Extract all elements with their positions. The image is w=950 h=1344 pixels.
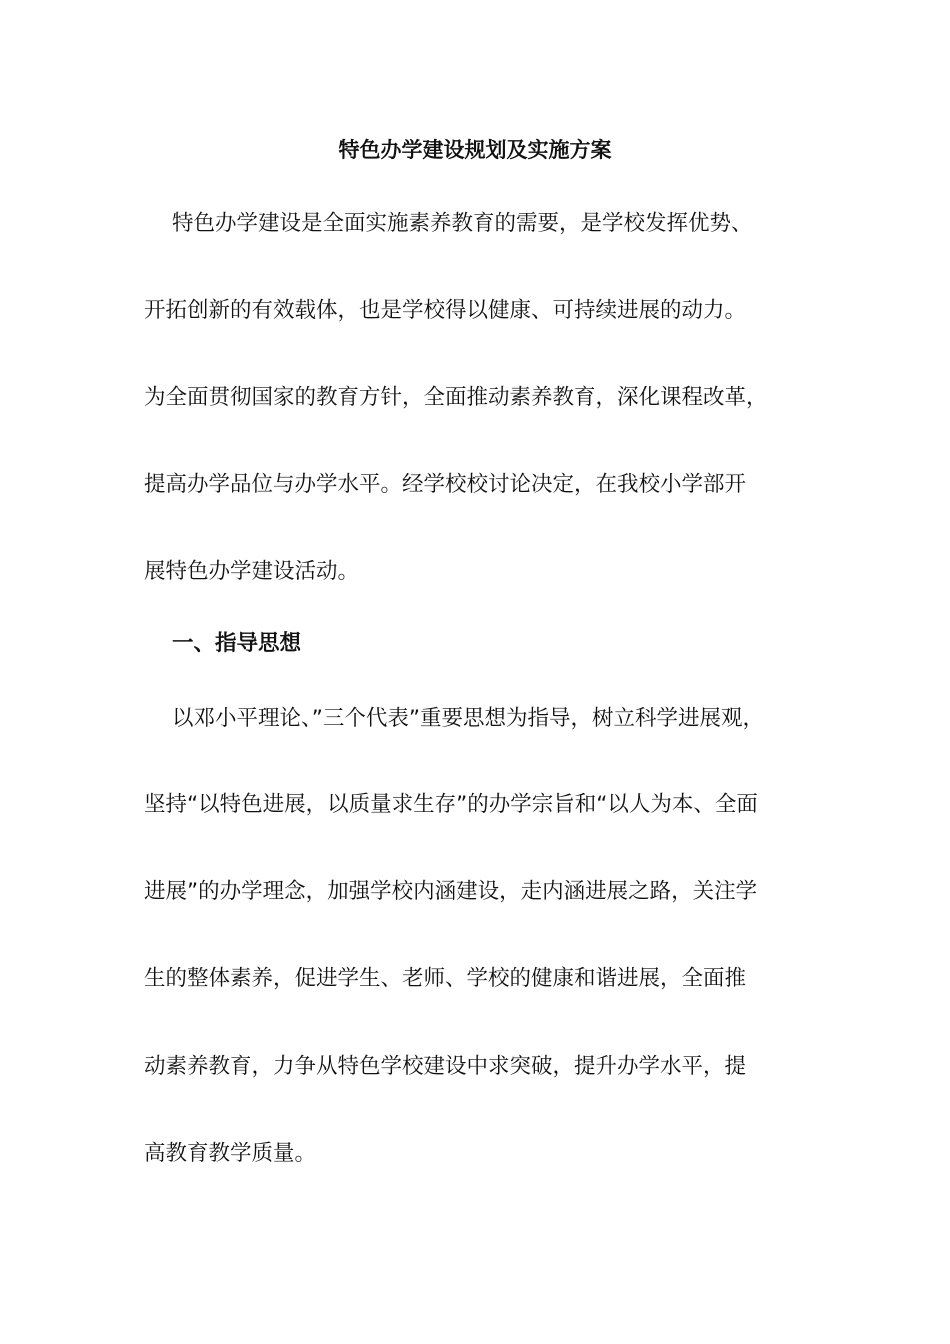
section-line-6: 高教育教学质量。 (144, 1141, 317, 1166)
intro-line-1: 特色办学建设是全面实施素养教育的需要，是学校发挥优势、 (172, 211, 753, 236)
intro-line-5: 展特色办学建设活动。 (144, 559, 360, 584)
section-heading-guiding-ideology: 一、指导思想 (172, 631, 302, 656)
section-line-5: 动素养教育，力争从特色学校建设中求突破，提升办学水平，提 (144, 1054, 747, 1079)
section-line-3: 进展”的办学理念，加强学校内涵建设，走内涵进展之路，关注学 (144, 879, 758, 904)
intro-line-3: 为全面贯彻国家的教育方针，全面推动素养教育，深化课程改革， (144, 385, 768, 410)
document-title: 特色办学建设规划及实施方案 (338, 138, 612, 162)
section-line-1: 以邓小平理论、”三个代表”重要思想为指导，树立科学进展观， (172, 706, 765, 731)
intro-line-4: 提高办学品位与办学水平。经学校校讨论决定，在我校小学部开 (144, 472, 747, 497)
section-line-2: 坚持“以特色进展，以质量求生存”的办学宗旨和“以人为本、全面 (144, 792, 758, 817)
section-line-4: 生的整体素养，促进学生、老师、学校的健康和谐进展，全面推 (144, 966, 747, 991)
intro-line-2: 开拓创新的有效载体，也是学校得以健康、可持续进展的动力。 (144, 298, 747, 323)
